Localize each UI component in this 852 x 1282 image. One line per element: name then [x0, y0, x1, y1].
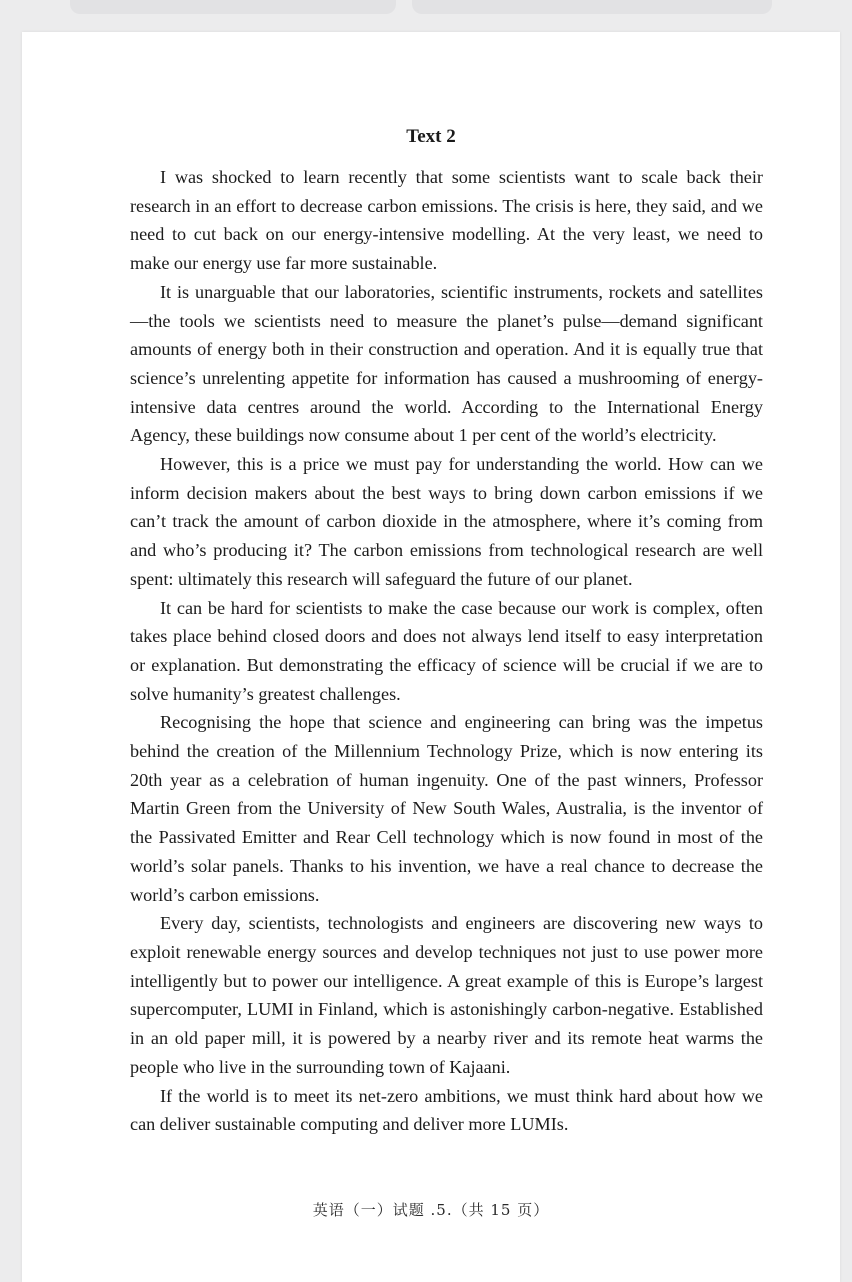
article-body [130, 163, 763, 1139]
paragraph: It is unarguable that our laboratories, scientific instruments, rockets and satellites—the tools we scientists need to measure the planet’s pulse—demand significant amounts of energy both in their construction and operation. And it is equally true that science’s unrelenting appetite for information has caused a mushrooming of energy-intensive data centres around the world. According to the International Energy Agency, these buildings now consume about 1 per cent of the world’s electricity. [130, 281, 763, 446]
paragraph: Recognising the hope that science and engineering can bring was the impetus behind the creation of the Millennium Technology Prize, which is now entering its 20th year as a celebration of human ingenuity. One of the past winners, Professor Martin Green from the University of New South Wales, Australia, is the inventor of the Passivated Emitter and Rear Cell technology which is now found in most of the world’s solar panels. Thanks to his invention, we have a real chance to decrease the world’s carbon emissions. [130, 712, 763, 905]
paragraph: If the world is to meet its net-zero ambitions, we must think hard about how we can deliver sustainable computing and deliver more LUMIs. [130, 1085, 763, 1135]
page-title: Text 2 [406, 126, 456, 147]
viewer-tab-right[interactable] [412, 0, 772, 14]
document-page [22, 32, 840, 1282]
paragraph: It can be hard for scientists to make the case because our work is complex, often takes place behind closed doors and does not always lend itself to easy interpretation or explanation. But demonstrating the efficacy of science will be crucial if we are to solve humanity’s greatest challenges. [130, 597, 763, 704]
viewer-tab-left[interactable] [70, 0, 396, 14]
paragraph: Every day, scientists, technologists and engineers are discovering new ways to exploit renewable energy sources and develop techniques not just to use power more intelligently but to power our intelligence. A great example of this is Europe’s largest supercomputer, LUMI in Finland, which is astonishingly carbon-negative. Established in an old paper mill, it is powered by a nearby river and its remote heat warms the people who live in the surrounding town of Kajaani. [130, 913, 763, 1077]
viewer-top-bar [0, 0, 852, 22]
page-footer: 英语（一）试题 .5.（共 15 页） [312, 1201, 550, 1219]
paragraph: However, this is a price we must pay for understanding the world. How can we inform decision makers about the best ways to bring down carbon emissions if we can’t track the amount of carbon dioxide in the atmosphere, where it’s coming from and who’s producing it? The carbon emissions from technological research are well spent: ultimately this research will safeguard the future of our planet. [130, 454, 763, 589]
paragraph: I was shocked to learn recently that some scientists want to scale back their research in an effort to decrease carbon emissions. The crisis is here, they said, and we need to cut back on our energy-intensive modelling. At the very least, we need to make our energy use far more sustainable. [130, 167, 763, 274]
